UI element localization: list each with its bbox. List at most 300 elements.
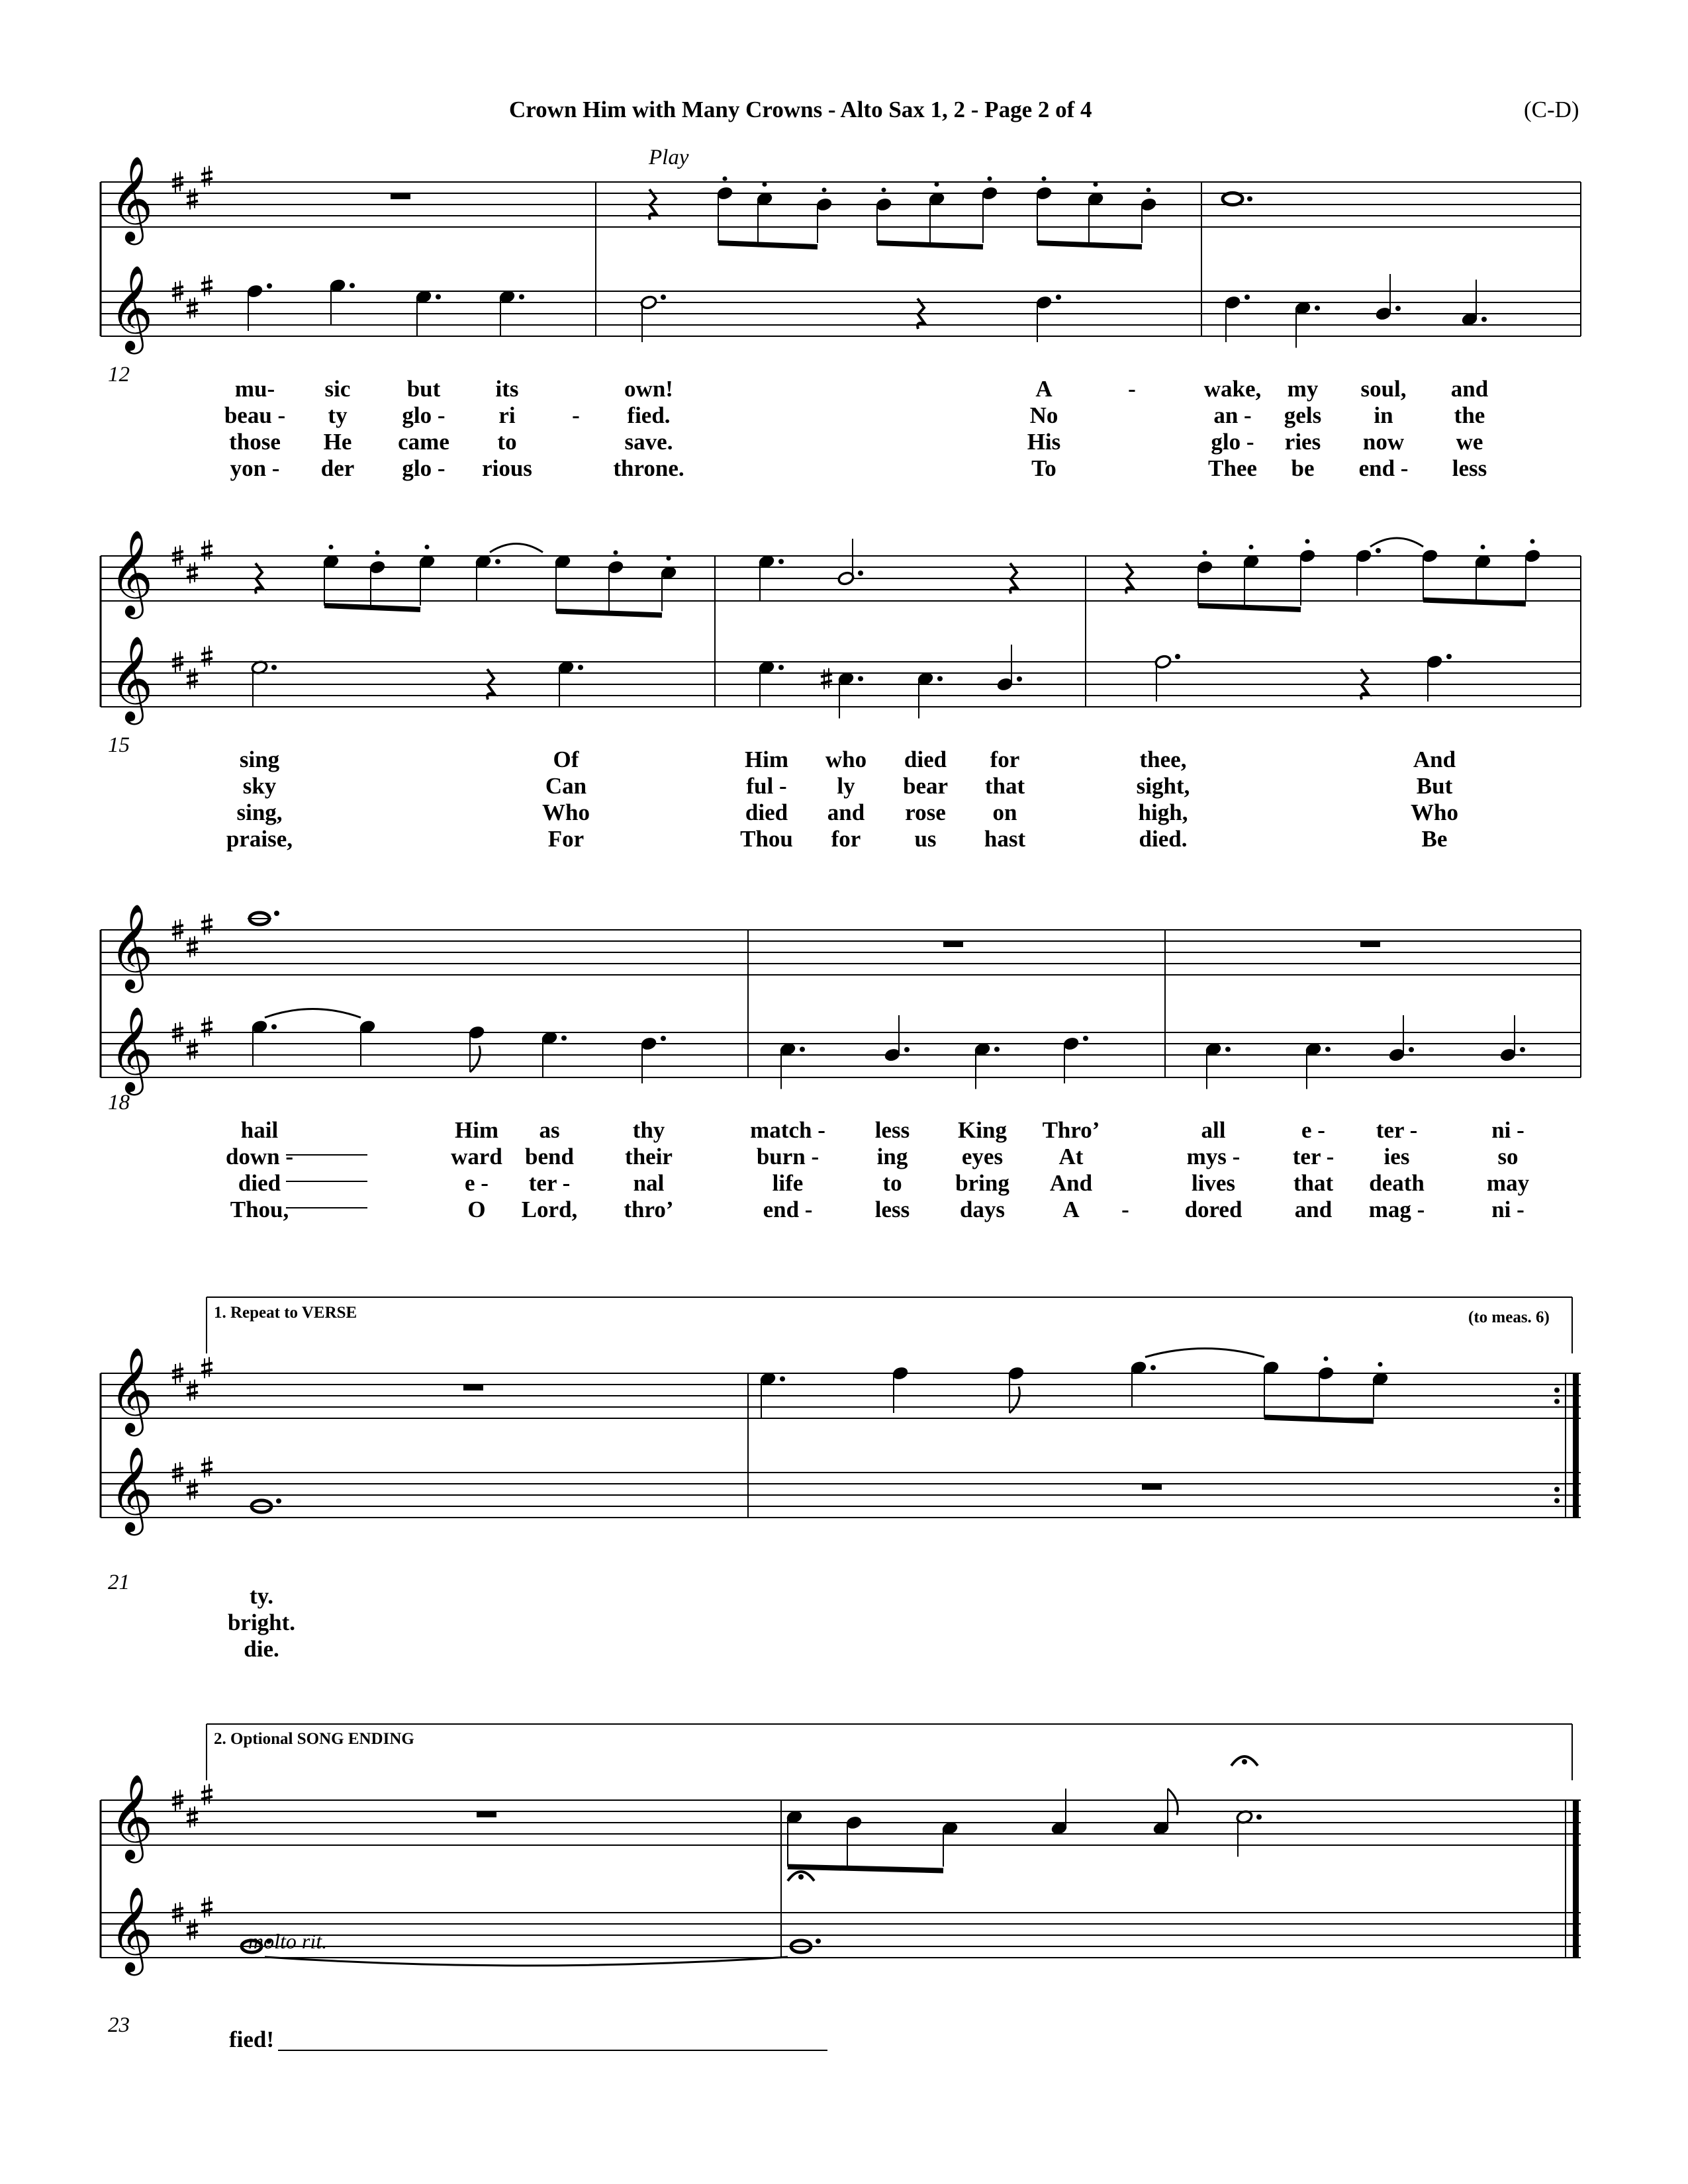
lyric-syllable: match - (750, 1117, 825, 1143)
lyric-syllable: who (825, 747, 867, 772)
final-barline (1573, 1800, 1579, 1958)
sharp-sign (187, 1925, 198, 1928)
lyric-syllable: eyes (961, 1144, 1004, 1169)
lyric-syllable: life (772, 1170, 804, 1196)
note-flag (470, 1046, 480, 1072)
sharp-sign (201, 1023, 212, 1025)
sharp-sign (172, 925, 183, 928)
augmentation-dot (1376, 548, 1381, 553)
lyric-syllable: on (992, 799, 1017, 825)
sharp-sign (201, 1903, 212, 1905)
lyric-syllable: burn - (756, 1144, 820, 1169)
lyric-syllable: O (467, 1197, 486, 1222)
tie (490, 544, 543, 553)
staccato-dot (882, 188, 886, 193)
staccato-dot (935, 182, 939, 187)
lyric-syllable: sky (242, 773, 277, 799)
lyric-syllable: all (1201, 1117, 1226, 1143)
lyric-syllable: died. (1139, 826, 1188, 852)
lyric-syllable: down - (225, 1144, 294, 1169)
note-beam (718, 243, 818, 247)
sharp-sign (172, 1034, 183, 1037)
sharp-sign (201, 1370, 212, 1373)
lyric-syllable: Thee (1208, 455, 1257, 481)
lyric-syllable: Him (744, 747, 789, 772)
lyric-syllable: less (874, 1197, 910, 1222)
whole-rest (477, 1811, 496, 1817)
sharp-sign (821, 674, 832, 677)
staccato-dot (329, 545, 334, 549)
lyric-syllable: ries (1284, 429, 1321, 455)
repeat-dot (1554, 1399, 1560, 1404)
lyric-syllable: der (320, 455, 355, 481)
lyric-syllable: ward (451, 1144, 502, 1169)
lyric-syllable: so (1497, 1144, 1519, 1169)
sharp-sign (172, 551, 183, 554)
augmentation-dot (276, 1498, 281, 1504)
lyric-syllable: thro’ (624, 1197, 674, 1222)
fermata (798, 1874, 804, 1880)
augmentation-dot (1315, 306, 1320, 311)
measure-number: 15 (108, 733, 130, 757)
augmentation-dot (561, 1036, 567, 1041)
measure-number: 23 (108, 2013, 130, 2037)
lyric-syllable: now (1362, 429, 1405, 455)
lyric-syllable: ni - (1491, 1197, 1524, 1222)
sharp-sign (172, 1028, 183, 1030)
staccato-dot (1324, 1357, 1329, 1361)
whole-rest (943, 941, 963, 947)
lyric-syllable: ni - (1491, 1117, 1524, 1143)
treble-clef: 𝄞 (109, 1886, 154, 1972)
tie (1145, 1349, 1264, 1357)
lyric-syllable: died (904, 747, 947, 772)
lyric-syllable: be (1291, 455, 1315, 481)
sharp-sign (187, 195, 198, 197)
lyric-syllable: sight, (1136, 773, 1190, 799)
lyric-syllable: hail (240, 1117, 279, 1143)
second-ending-label: 2. Optional SONG ENDING (214, 1730, 414, 1748)
lyric-syllable: end - (1358, 455, 1409, 481)
sharp-sign (187, 1392, 198, 1395)
lyric-syllable: end - (763, 1197, 813, 1222)
staccato-dot (1249, 545, 1254, 549)
lyric-syllable: that (984, 773, 1025, 799)
staccato-dot (425, 545, 430, 549)
lyric-syllable: hast (984, 826, 1026, 852)
lyric-syllable: we (1456, 429, 1483, 455)
sharp-sign (201, 927, 212, 929)
augmentation-dot (994, 1047, 1000, 1052)
fermata (1242, 1759, 1247, 1764)
augmentation-dot (1056, 295, 1061, 300)
lyric-syllable: death (1369, 1170, 1425, 1196)
note-beam (324, 606, 420, 610)
staccato-dot (822, 188, 827, 193)
page-title: Crown Him with Many Crowns - Alto Sax 1, 2 - Page 2 of 4 (509, 97, 1092, 122)
sharp-sign (201, 179, 212, 181)
augmentation-dot (858, 676, 863, 682)
treble-clef: 𝄞 (109, 903, 154, 989)
lyric-syllable: their (625, 1144, 673, 1169)
lyric-syllable: Of (553, 747, 579, 772)
augmentation-dot (271, 1024, 277, 1030)
sharp-sign (172, 287, 183, 289)
augmentation-dot (800, 1047, 805, 1052)
sharp-sign (187, 1932, 198, 1934)
augmentation-dot (1409, 1047, 1414, 1052)
lyric-syllable: less (1452, 455, 1487, 481)
sharp-sign (201, 281, 212, 284)
lyric-syllable: to (497, 429, 517, 455)
lyric-syllable: nal (633, 1170, 665, 1196)
first-ending-label: 1. Repeat to VERSE (214, 1304, 357, 1322)
whole-rest (463, 1385, 483, 1390)
augmentation-dot (495, 559, 500, 565)
sharp-sign (172, 664, 183, 666)
lyric-syllable: Can (545, 773, 587, 799)
lyric-syllable: and (827, 799, 865, 825)
lyric-syllable: ter - (1292, 1144, 1335, 1169)
staccato-dot (988, 177, 992, 181)
lyric-syllable: To (1031, 455, 1056, 481)
sharp-sign (201, 920, 212, 923)
sharp-sign (172, 1908, 183, 1911)
sharp-sign (187, 569, 198, 571)
note-beam (556, 612, 662, 615)
note-beam (1198, 606, 1301, 610)
augmentation-dot (436, 295, 441, 300)
augmentation-dot (780, 1377, 785, 1382)
whole-rest (391, 193, 410, 199)
sharp-sign (201, 652, 212, 655)
lyric-syllable: A (1035, 376, 1053, 402)
sharp-sign (187, 1819, 198, 1822)
sharp-sign (201, 1797, 212, 1799)
lyric-syllable: die. (244, 1636, 279, 1662)
lyric-syllable: thee, (1139, 747, 1187, 772)
lyric-syllable: days (959, 1197, 1006, 1222)
lyric-syllable: those (229, 429, 281, 455)
lyric-syllable: glo - (402, 455, 445, 481)
staccato-dot (723, 177, 727, 181)
staccato-dot (1530, 539, 1535, 544)
sharp-sign (187, 310, 198, 313)
augmentation-dot (267, 283, 272, 289)
augmentation-dot (1247, 197, 1252, 202)
lyric-syllable: sic (324, 376, 351, 402)
sharp-sign (172, 932, 183, 934)
lyric-syllable: He (323, 429, 352, 455)
treble-clef: 𝄞 (109, 1006, 154, 1092)
lyric-syllable: that (1293, 1170, 1334, 1196)
lyric-syllable: fied! (228, 2026, 275, 2052)
lyric-syllable: ly (837, 773, 855, 799)
staccato-dot (1042, 177, 1047, 181)
molto-rit-direction: molto rit. (248, 1929, 328, 1953)
sharp-sign (187, 1386, 198, 1388)
treble-clef: 𝄞 (109, 1347, 154, 1433)
sharp-sign (201, 1909, 212, 1912)
lyric-syllable: for (990, 747, 1020, 772)
whole-rest (1142, 1484, 1162, 1490)
augmentation-dot (1244, 295, 1250, 300)
staccato-dot (1203, 551, 1207, 555)
repeat-dot (1554, 1388, 1560, 1393)
augmentation-dot (271, 665, 277, 670)
lyric-syllable: to (882, 1170, 902, 1196)
staccato-dot (614, 551, 618, 555)
lyric-syllable: rious (482, 455, 532, 481)
sharp-sign (187, 949, 198, 952)
sharp-sign (187, 1485, 198, 1488)
lyric-syllable: as (539, 1117, 560, 1143)
augmentation-dot (519, 295, 524, 300)
lyric-syllable: ful - (746, 773, 787, 799)
augmentation-dot (1520, 1047, 1525, 1052)
sharp-sign (172, 293, 183, 296)
lyric-syllable: Thou, (230, 1197, 289, 1222)
lyric-syllable: And (1049, 1170, 1093, 1196)
lyric-syllable: glo - (402, 402, 445, 428)
lyric-syllable: - (1121, 1197, 1129, 1222)
lyric-syllable: thy (632, 1117, 665, 1143)
sharp-sign (187, 1813, 198, 1815)
augmentation-dot (1395, 306, 1401, 311)
lyric-syllable: bend (525, 1144, 574, 1169)
treble-clef: 𝄞 (109, 265, 154, 351)
sharp-sign (172, 1369, 183, 1371)
lyric-syllable: mu- (234, 376, 275, 402)
augmentation-dot (778, 559, 784, 565)
sharp-sign (172, 1475, 183, 1477)
lyric-syllable: may (1486, 1170, 1530, 1196)
augmentation-dot (858, 570, 863, 576)
augmentation-dot (1175, 654, 1180, 659)
augmentation-dot (1256, 1815, 1262, 1820)
sharp-sign (201, 1363, 212, 1366)
augmentation-dot (904, 1047, 910, 1052)
sharp-sign (821, 681, 832, 684)
lyric-syllable: ing (876, 1144, 908, 1169)
sharp-sign (201, 1029, 212, 1032)
staccato-dot (1147, 188, 1151, 193)
lyric-syllable: less (874, 1117, 910, 1143)
tie (265, 1009, 361, 1018)
sharp-sign (201, 546, 212, 549)
lyric-syllable: ter - (1376, 1117, 1418, 1143)
sharp-sign (201, 172, 212, 175)
augmentation-dot (1017, 676, 1022, 682)
sharp-sign (187, 681, 198, 684)
lyric-syllable: His (1027, 429, 1061, 455)
lyric-syllable: Lord, (521, 1197, 578, 1222)
lyric-syllable: us (914, 826, 937, 852)
augmentation-dot (274, 911, 279, 916)
lyric-syllable: Who (542, 799, 590, 825)
lyric-syllable: yon - (230, 455, 280, 481)
lyric-syllable: in (1374, 402, 1393, 428)
note-beam (877, 243, 983, 247)
lyric-syllable: ty. (250, 1583, 273, 1609)
sharp-sign (172, 184, 183, 187)
sharp-sign (187, 201, 198, 204)
augmentation-dot (1325, 1047, 1331, 1052)
lyric-syllable: glo - (1211, 429, 1254, 455)
lyric-syllable: ter - (528, 1170, 571, 1196)
lyric-syllable: Thou (740, 826, 793, 852)
lyric-syllable: the (1454, 402, 1485, 428)
augmentation-dot (1150, 1365, 1156, 1371)
lyric-syllable: A (1062, 1197, 1080, 1222)
staccato-dot (1305, 539, 1310, 544)
lyric-syllable: save. (624, 429, 673, 455)
lyric-syllable: dored (1184, 1197, 1243, 1222)
sharp-sign (187, 575, 198, 578)
lyric-syllable: fied. (627, 402, 671, 428)
lyric-syllable: rose (905, 799, 946, 825)
lyric-syllable: But (1416, 773, 1453, 799)
sharp-sign (172, 1375, 183, 1378)
lyric-syllable: Be (1421, 826, 1448, 852)
measure-number: 18 (108, 1091, 130, 1115)
augmentation-dot (350, 283, 355, 289)
sharp-sign (201, 288, 212, 291)
lyric-syllable: came (398, 429, 449, 455)
sharp-sign (187, 304, 198, 306)
note-beam (1037, 243, 1142, 247)
augmentation-dot (578, 665, 583, 670)
staccato-dot (1378, 1362, 1383, 1367)
sharp-sign (201, 1469, 212, 1472)
lyric-syllable: beau - (224, 402, 286, 428)
sharp-sign (187, 1492, 198, 1494)
sharp-sign (172, 177, 183, 180)
staccato-dot (375, 551, 380, 555)
lyric-syllable: No (1029, 402, 1058, 428)
staccato-dot (1094, 182, 1098, 187)
augmentation-dot (778, 665, 784, 670)
lyric-syllable: For (547, 826, 585, 852)
lyric-syllable: gels (1284, 402, 1322, 428)
lyric-syllable: and (1294, 1197, 1333, 1222)
augmentation-dot (661, 1036, 666, 1041)
lyric-syllable: soul, (1360, 376, 1407, 402)
note-beam (788, 1867, 943, 1871)
augmentation-dot (1446, 654, 1452, 659)
staccato-dot (1481, 545, 1485, 549)
sharp-sign (187, 1045, 198, 1048)
lyric-syllable: Who (1411, 799, 1458, 825)
treble-clef: 𝄞 (109, 1774, 154, 1860)
measure-number: 12 (108, 363, 130, 387)
lyric-syllable: praise, (226, 826, 293, 852)
measure-number: 21 (108, 1570, 130, 1594)
lyric-syllable: e - (465, 1170, 489, 1196)
augmentation-dot (1481, 317, 1487, 322)
lyric-syllable: sing (239, 747, 280, 772)
sharp-sign (187, 942, 198, 945)
lyric-syllable: died (745, 799, 788, 825)
sharp-sign (201, 553, 212, 555)
lyric-syllable: mys - (1186, 1144, 1241, 1169)
lyric-syllable: bring (955, 1170, 1009, 1196)
lyric-syllable: own! (624, 376, 673, 402)
play-direction: Play (649, 146, 689, 169)
lyric-syllable: but (406, 376, 441, 402)
lyric-syllable: ies (1383, 1144, 1410, 1169)
first-ending-note: (to meas. 6) (1468, 1308, 1550, 1326)
lyric-syllable: sing, (236, 799, 283, 825)
augmentation-dot (1083, 1036, 1088, 1041)
lyric-syllable: ty (328, 402, 348, 428)
treble-clef: 𝄞 (109, 635, 154, 721)
lyric-syllable: high, (1138, 799, 1188, 825)
augmentation-dot (1225, 1047, 1231, 1052)
repeat-dot (1554, 1498, 1560, 1504)
staccato-dot (667, 556, 671, 561)
lyric-syllable: an - (1213, 402, 1252, 428)
lyric-syllable: died (238, 1170, 281, 1196)
staccato-dot (763, 182, 767, 187)
sharp-sign (201, 659, 212, 661)
repeat-dot (1554, 1487, 1560, 1492)
note-flag (1009, 1387, 1019, 1413)
augmentation-dot (937, 676, 943, 682)
treble-clef: 𝄞 (109, 529, 154, 615)
sharp-sign (172, 1915, 183, 1917)
lyric-syllable: and (1450, 376, 1489, 402)
sharp-sign (201, 1463, 212, 1465)
lyric-syllable: - (1128, 376, 1136, 402)
sharp-sign (201, 1790, 212, 1793)
lyric-syllable: - (572, 402, 580, 428)
sharp-sign (172, 657, 183, 660)
lyric-syllable: its (495, 376, 519, 402)
whole-note (1223, 193, 1243, 205)
lyric-syllable: bright. (227, 1610, 296, 1635)
sharp-sign (172, 1796, 183, 1798)
lyric-syllable: my (1287, 376, 1319, 402)
lyric-syllable: And (1413, 747, 1456, 772)
page-identifier: (C-D) (1524, 97, 1579, 122)
lyric-syllable: bear (902, 773, 949, 799)
final-barline (1573, 1373, 1579, 1518)
whole-rest (1360, 941, 1380, 947)
lyric-syllable: At (1058, 1144, 1084, 1169)
sharp-sign (187, 674, 198, 677)
sharp-sign (172, 558, 183, 561)
augmentation-dot (661, 295, 666, 300)
treble-clef: 𝄞 (109, 1446, 154, 1532)
lyric-syllable: Him (454, 1117, 499, 1143)
lyric-syllable: ri (498, 402, 516, 428)
lyric-syllable: King (958, 1117, 1007, 1143)
lyric-syllable: throne. (613, 455, 684, 481)
sharp-sign (172, 1802, 183, 1805)
lyric-syllable: e - (1301, 1117, 1325, 1143)
treble-clef: 𝄞 (109, 156, 154, 242)
lyric-syllable: Thro’ (1042, 1117, 1100, 1143)
lyric-syllable: for (831, 826, 861, 852)
lyric-syllable: wake, (1203, 376, 1262, 402)
lyric-syllable: lives (1191, 1170, 1236, 1196)
sharp-sign (187, 1052, 198, 1054)
tie (1370, 538, 1423, 547)
sharp-sign (172, 1468, 183, 1471)
lyric-syllable: mag - (1368, 1197, 1425, 1222)
augmentation-dot (816, 1938, 821, 1944)
